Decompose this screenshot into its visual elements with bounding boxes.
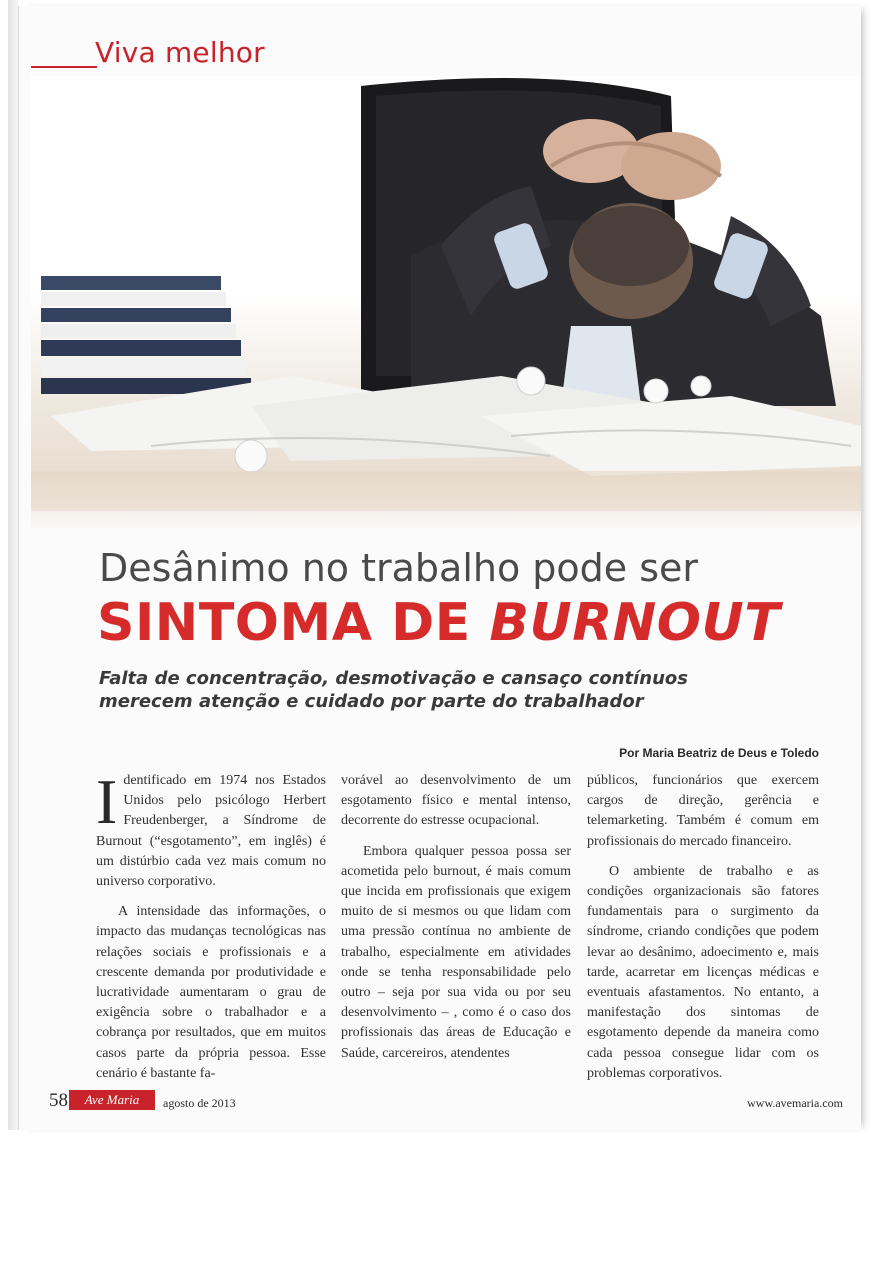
website-url: www.avemaria.com — [747, 1096, 843, 1110]
deck-line-1: Falta de concentração, desmotivação e cansaço contínuos — [99, 668, 689, 689]
paragraph — [96, 766, 326, 892]
article-deck — [99, 667, 819, 713]
headline-italic: BURNOUT — [489, 593, 781, 653]
text-column-2 — [341, 771, 571, 1074]
article-byline: Por Maria Beatriz de Deus e Toledo — [619, 746, 819, 760]
page-number: 58 — [49, 1090, 68, 1111]
headline-line-1: Desânimo no trabalho pode ser — [99, 546, 699, 590]
issue-date: agosto de 2013 — [163, 1096, 236, 1110]
paragraph: públicos, funcionários que exercem cargos de direção, gerência e telemarketing. Também é comum em profissionais do mercado financeiro. — [587, 773, 819, 849]
text-column-1 — [96, 766, 326, 1094]
paragraph: O ambiente de trabalho e as condições organizacionais são fatores fundamentais para o surgimento da síndrome, criando condições que podem levar ao desânimo, adoecimento e, mais tarde, acarretar em licenças médicas e eventuais afastamentos. No entanto, a manifestação dos sintomas de esgotamento depende da maneira como cada pessoa consegue lidar com os problemas corporativos. — [587, 863, 819, 1081]
headline-plain: SINTOMA DE — [97, 593, 490, 653]
page-fold-edge — [8, 0, 18, 1130]
paragraph-text: dentificado em 1974 nos Estados Unidos pelo psicólogo Herbert Freudenberger, a Síndrome de Burnout (“esgotamento”, em inglês) é um distúrbio cada vez mais comum no universo corporativo. — [96, 773, 326, 890]
paragraph: Embora qualquer pessoa possa ser acometida pelo burnout, é mais comum que incida em profissionais que exigem muito de si mesmos ou que lidam com uma pressão contínua no ambiente de trabalho, especialmente em atividades onde se tenha responsabilidade pelo outro – seja por sua vida ou por seu desenvolvimento – , como é o caso dos profissionais das áreas de Educação e Saúde, carcereiros, atendentes — [341, 843, 571, 1061]
text-column-3 — [587, 771, 819, 1094]
section-title: Viva melhor — [95, 36, 265, 69]
deck-line-2: merecem atenção e cuidado por parte do trabalhador — [99, 691, 644, 712]
paragraph: vorável ao desenvolvimento de um esgotamento físico e mental intenso, decorrente do estresse ocupacional. — [341, 773, 571, 829]
magazine-page — [18, 6, 861, 1130]
magazine-logo: Ave Maria — [69, 1090, 155, 1110]
stressed-worker-photo — [31, 76, 861, 531]
photo-illustration — [31, 76, 861, 531]
headline-line-2 — [97, 593, 780, 653]
paragraph: A intensidade das informações, o impacto das mudanças tecnológicas nas relações sociais e profissionais e a crescente demanda por produtividade e lucratividade aumentaram o grau de exigência sobre o trabalhador e a cobrança por resultados, que em muitos casos parte da própria pessoa. Esse cenário é bastante fa- — [96, 904, 326, 1081]
drop-cap: I — [96, 766, 118, 837]
section-rule — [31, 66, 97, 68]
